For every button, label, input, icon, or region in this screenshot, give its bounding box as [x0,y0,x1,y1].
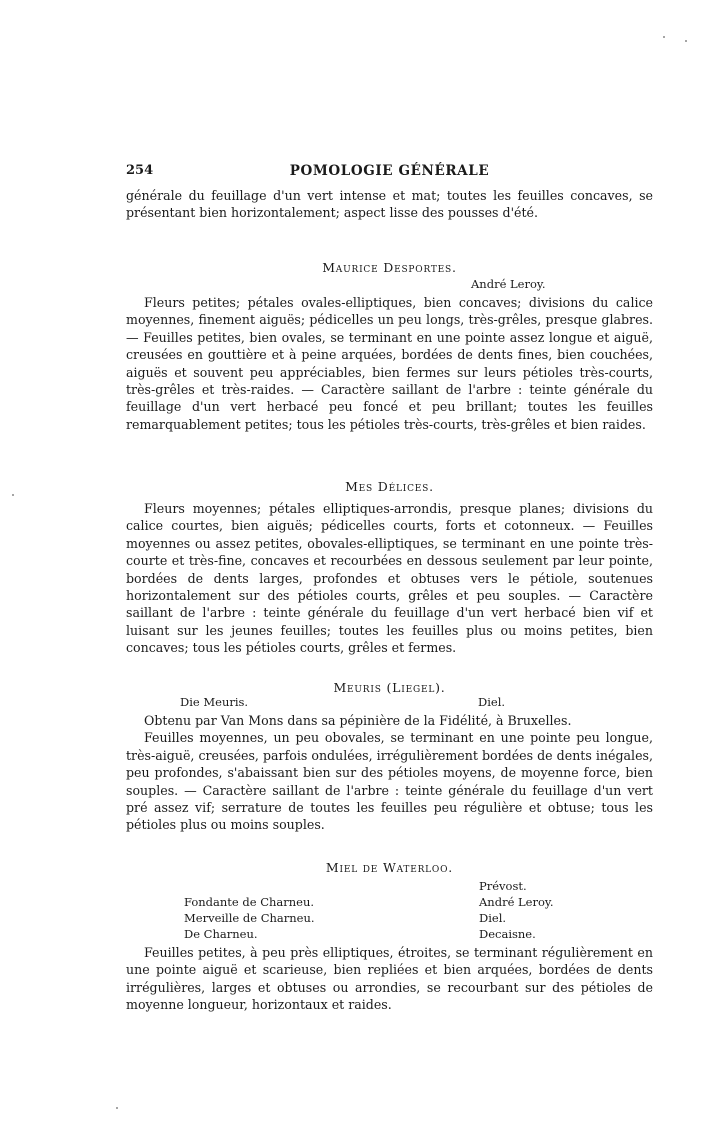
synonym-authority: Decaisne. [479,927,536,941]
entry-authority: Prévost. [479,879,527,893]
entry-title-miel-de-waterloo: Miel de Waterloo. [325,860,454,875]
entry-body-mes-delices [126,500,653,657]
synonym-authority: Diel. [479,911,507,925]
page-number: 254 [126,163,154,178]
running-title: POMOLOGIE GÉNÉRALE [289,163,490,179]
scan-speck [12,494,14,496]
entry-body-meuris [126,712,653,834]
entry-title-maurice-desportes: Maurice Desportes. [322,260,457,275]
intro-text: générale du feuillage d'un vert intense et mat; toutes les feuilles concaves, se présentant bien horizontalement; aspect lisse des pousses d'été. [126,188,653,221]
synonym-name: De Charneu. [184,927,258,941]
entry-body-miel-de-waterloo [126,944,653,1014]
running-header [126,163,653,181]
synonym-name: Fondante de Charneu. [184,895,315,909]
synonym-authority: André Leroy. [479,895,554,909]
intro-paragraph [126,187,653,222]
synonym-authority: Diel. [478,695,506,709]
entry-paragraph: Obtenu par Van Mons dans sa pépinière de la Fidélité, à Bruxelles. [144,713,572,728]
synonym-name: Merveille de Charneu. [184,911,315,925]
entry-paragraph: Fleurs moyennes; pétales elliptiques-arrondis, presque planes; divisions du calice courtes, bien aiguës; pédicelles courts, forts et cotonneux. — Feuilles moyennes ou assez petites, obovales-elliptiques, se terminant en une pointe très-courte et très-fine, concaves et recourbées en dessous seulement par leur pointe, bordées de dents larges, profondes et obtuses vers le pétiole, soutenues horizontalement sur des pétioles courts, grêles et peu souples. — Caractère saillant de l'arbre : teinte générale du feuillage d'un vert herbacé bien vif et luisant sur les jeunes feuilles; toutes les feuilles plus ou moins petites, bien concaves; tous les pétioles courts, grêles et fermes. [126,501,653,656]
entry-paragraph: Feuilles moyennes, un peu obovales, se terminant en une pointe peu longue, très-aiguë, creusées, parfois ondulées, irrégulièrement bordées de dents inégales, peu profondes, s'abaissant bien sur des pétioles moyens, de moyenne force, bien souples. — Caractère saillant de l'arbre : teinte générale du feuillage d'un vert pré assez vif; serrature de toutes les feuilles peu régulière et obtuse; tous les pétioles plus ou moins souples. [126,730,653,833]
entry-paragraph: Feuilles petites, à peu près elliptiques, étroites, se terminant régulièrement en une pointe aiguë et scarieuse, bien repliées et bien arquées, bordées de dents irrégulières, larges et obtuses ou arrondies, se recourbant sur des pétioles de moyenne longueur, horizontaux et raides. [126,945,653,1013]
entry-title-mes-delices: Mes Délices. [345,479,434,494]
entry-title-meuris: Meuris (Liegel). [333,680,446,695]
scan-speck [116,1107,118,1109]
entry-authority: André Leroy. [471,277,546,291]
scan-speck [685,40,687,42]
entry-body-maurice-desportes [126,294,653,433]
scan-speck [663,36,665,38]
entry-paragraph: Fleurs petites; pétales ovales-elliptiques, bien concaves; divisions du calice moyennes, finement aiguës; pédicelles un peu longs, très-grêles, presque glabres. — Feuilles petites, bien ovales, se terminant en une pointe assez longue et aiguë, creusées en gouttière et à peine arquées, bordées de dents fines, bien couchées, aiguës et souvent peu appréciables, bien fermes sur leurs pétioles très-courts, très-grêles et très-raides. — Caractère saillant de l'arbre : teinte générale du feuillage d'un vert herbacé peu foncé et peu brillant; toutes les feuilles remarquablement petites; tous les pétioles très-courts, très-grêles et bien raides. [126,295,653,432]
synonym-name: Die Meuris. [180,695,249,709]
